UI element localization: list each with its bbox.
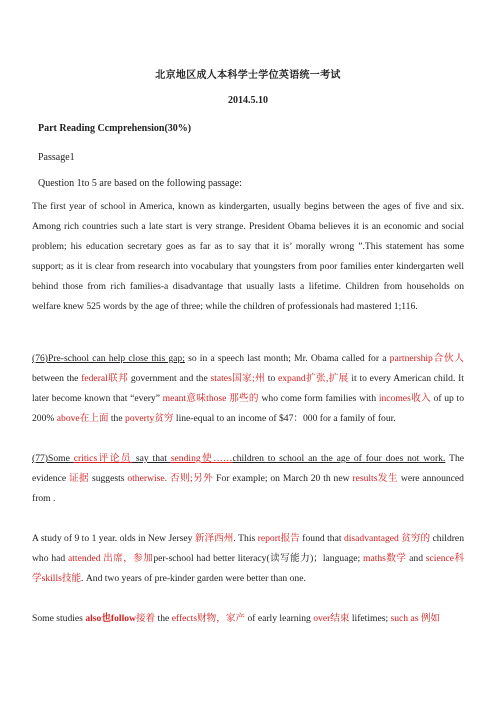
text: found that	[299, 533, 344, 544]
text: of early learning	[245, 613, 314, 624]
paragraph-2	[32, 349, 464, 429]
question-77-a: (77)Some	[32, 453, 74, 464]
text: . And two years of pre-kinder garden were better than one.	[81, 573, 306, 584]
text: and	[406, 553, 426, 564]
paragraph-1	[32, 197, 464, 317]
text: suggests	[89, 473, 128, 484]
part-heading: Part Reading Ccmprehension(30%)	[38, 123, 192, 134]
vocab-skills: skills	[41, 573, 62, 584]
gloss-maths: 数学	[385, 553, 407, 564]
exam-date: 2014.5.10	[228, 95, 268, 106]
gloss-incomes: 收入	[410, 393, 431, 404]
gloss-those: 那些的	[226, 393, 259, 404]
vocab-expand: expand	[278, 373, 306, 384]
gloss-disadvantaged: 贫穷的	[398, 533, 431, 544]
passage-label: Passage1	[38, 152, 75, 163]
vocab-results: results	[352, 473, 378, 484]
vocab-above: above	[56, 413, 80, 424]
text: For example; on March 20 th new	[213, 473, 353, 484]
vocab-over: over	[313, 613, 331, 624]
paragraph-5	[32, 609, 464, 629]
text: government and the	[128, 373, 211, 384]
gloss-effects: 财物，家产	[197, 613, 246, 624]
gloss-otherwise: 否则;另外	[167, 473, 214, 484]
text: per-school had better literacy(读写能力)；language;	[153, 553, 363, 564]
vocab-attended: attended	[68, 553, 101, 564]
gloss-evidence: 证据	[68, 473, 90, 484]
text: who come form families with	[258, 393, 379, 404]
gloss-such-as: 例如	[418, 613, 441, 624]
text: A study of 9 to 1 year. olds in New Jersey	[32, 533, 195, 544]
vocab-federal: federal	[81, 373, 108, 384]
gloss-meant: 意味	[186, 393, 207, 404]
text: were announced from .	[32, 473, 464, 504]
gloss-results: 发生	[377, 473, 399, 484]
text: so in a speech last month; Mr. Obama called for a	[184, 353, 390, 364]
text: the	[108, 413, 126, 424]
gloss-federal: 联邦	[107, 373, 129, 384]
paragraph-4	[32, 529, 464, 589]
gloss-skills: 技能	[61, 573, 82, 584]
gloss-sending: 使……	[200, 453, 233, 464]
question-77-b: say that	[131, 453, 171, 464]
vocab-meant: meant	[162, 393, 187, 404]
vocab-science: science	[425, 553, 455, 564]
text: The evidence	[32, 453, 464, 484]
text: of up to 200%	[32, 393, 464, 424]
gloss-critics: 评论员	[97, 453, 132, 464]
gloss-above: 在上面	[79, 413, 109, 424]
vocab-those: those	[206, 393, 227, 404]
vocab-also: also	[85, 613, 102, 624]
text: between the	[32, 373, 82, 384]
paragraph-3	[32, 449, 464, 509]
gloss-new-jersey: 新泽西州	[194, 533, 234, 544]
document-title: 北京地区成人本科学士学位英语统一考试	[155, 70, 341, 81]
text: it to every American child. It later become known that “every”	[32, 373, 464, 404]
text: children who had	[32, 533, 464, 564]
question-76-sentence: (76)Pre-school can help close this gap;	[32, 353, 185, 364]
text: lifetimes;	[349, 613, 391, 624]
text: the	[155, 613, 172, 624]
text: Some studies	[32, 613, 86, 624]
vocab-follow: follow	[110, 613, 136, 624]
question-77-c: children to school an the age of four does not work.	[232, 453, 446, 464]
gloss-states: 国家;州	[231, 373, 266, 384]
vocab-states: states	[210, 373, 232, 384]
vocab-report: report	[257, 533, 281, 544]
paragraph-1-text: The first year of school in America, known as kindergarten, usually begins between the ages of five and six. Among rich countries such a late start is very strange. President Obama believes it is an economic and social problem; his education secretary goes as far as to say that it is’ morally wrong ”.This statement has some support; as it is clear from research into vocabulary that youngsters from poor families enter kindergarten well behind those from rich families-a disadvantage that usually lasts a lifetime. Children from households on welfare knew 525 words by the age of three; while the children of professionals had mastered 1;116.	[32, 201, 464, 312]
text: . This	[233, 533, 258, 544]
vocab-sending: sending	[170, 453, 201, 464]
text: to	[265, 373, 278, 384]
vocab-poverty: poverty	[125, 413, 155, 424]
gloss-report: 报告	[280, 533, 300, 544]
gloss-poverty: 贫穷	[154, 413, 174, 424]
vocab-effects: effects	[171, 613, 198, 624]
gloss-attended: 出席，参加	[100, 553, 154, 564]
gloss-expand: 扩张,扩展	[305, 373, 349, 384]
gloss-science: 科学	[32, 553, 465, 584]
vocab-such-as: such as	[390, 613, 419, 624]
gloss-partnership: 合伙人	[432, 353, 464, 364]
vocab-disadvantaged: disadvantaged	[343, 533, 399, 544]
vocab-otherwise: otherwise.	[127, 473, 168, 484]
gloss-over: 结束	[330, 613, 350, 624]
vocab-incomes: incomes	[378, 393, 411, 404]
question-line: Question 1to 5 are based on the following passage:	[38, 178, 242, 189]
gloss-also: 也	[101, 613, 111, 624]
vocab-maths: maths	[362, 553, 386, 564]
vocab-critics: critics	[73, 453, 98, 464]
vocab-partnership: partnership	[389, 353, 433, 364]
text: line-equal to an income of $47：000 for a family of four.	[173, 413, 396, 424]
gloss-follow: 接着	[135, 613, 156, 624]
